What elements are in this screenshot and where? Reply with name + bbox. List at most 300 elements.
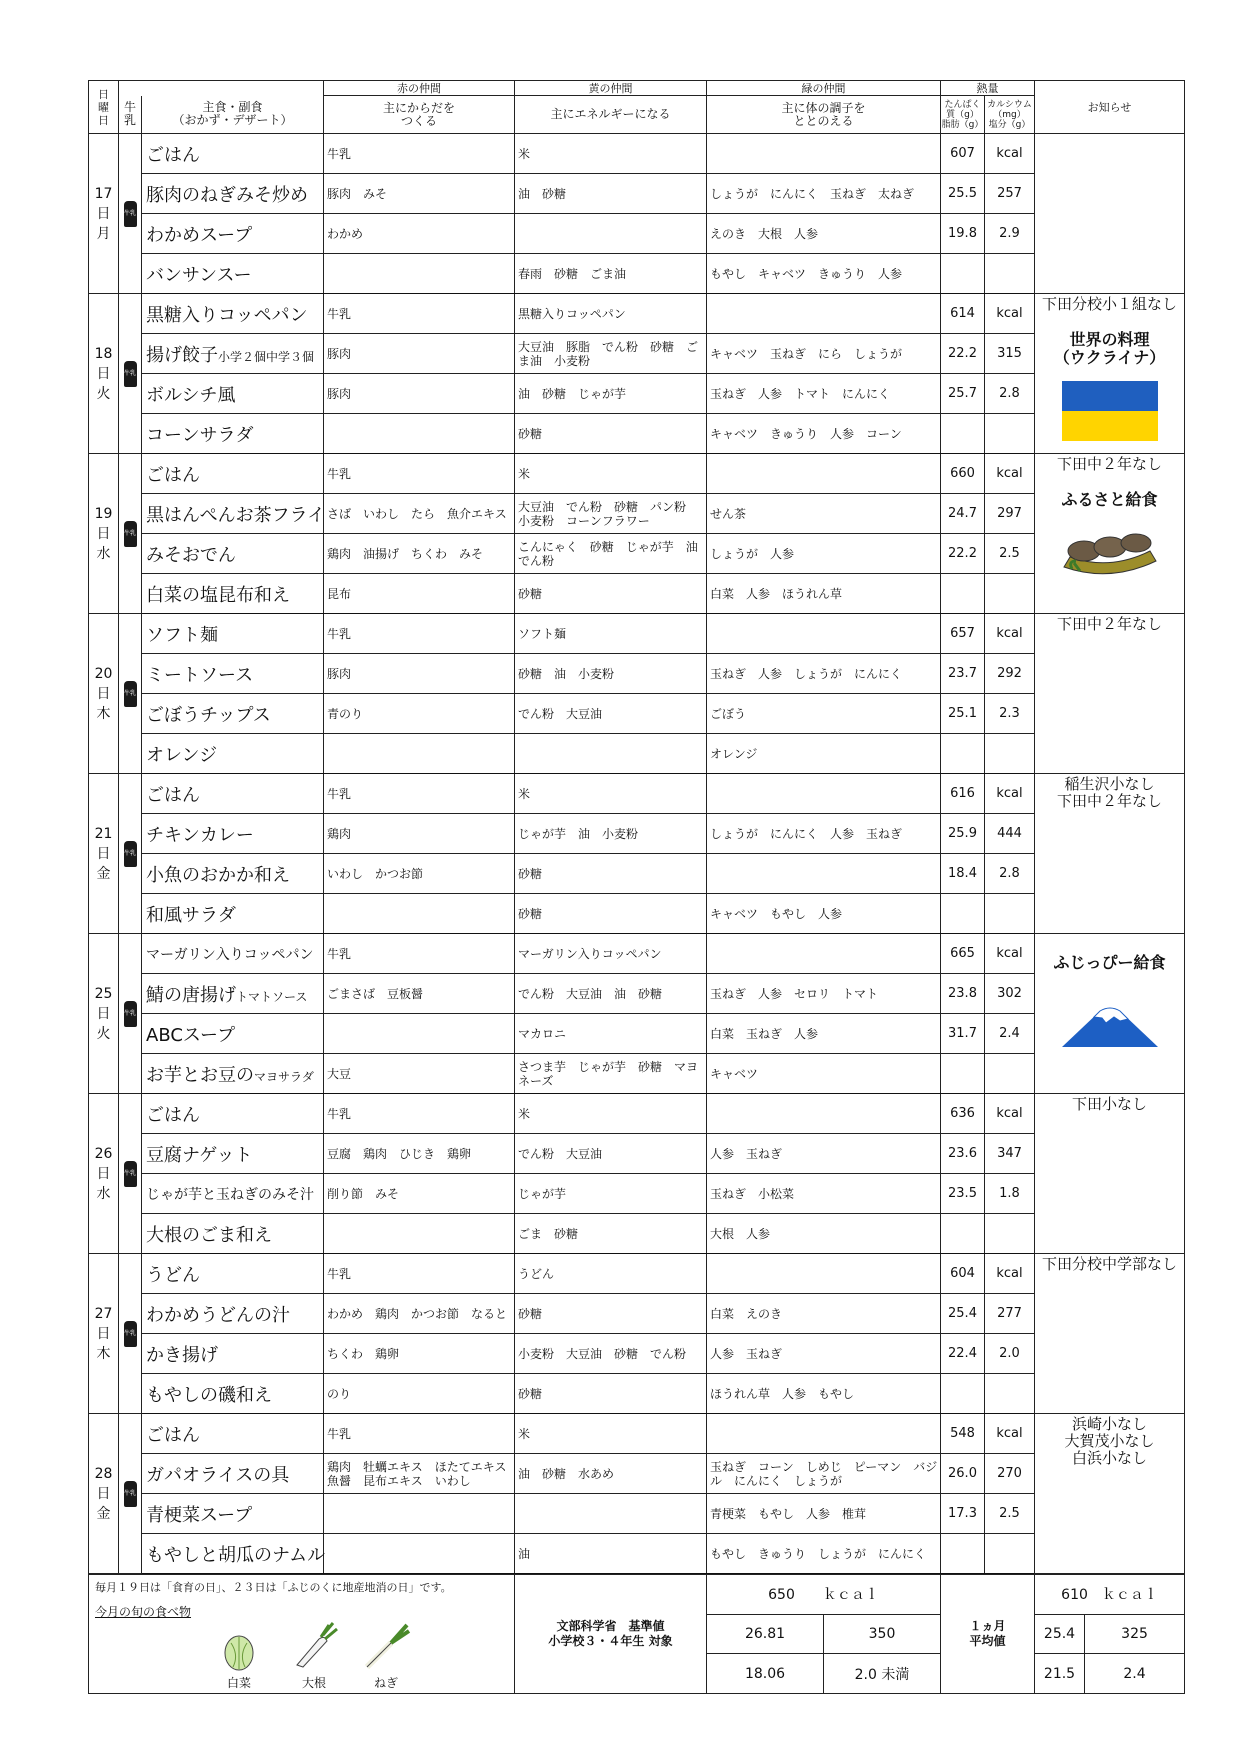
red-ingredients: 牛乳 <box>324 1414 515 1454</box>
average-protein: 25.4 <box>1035 1614 1085 1654</box>
red-ingredients <box>324 1214 515 1254</box>
calcium-salt: kcal <box>985 1414 1035 1454</box>
notice-text: 下田小なし <box>1071 1095 1147 1113</box>
yellow-ingredients: 油 砂糖 じゃが芋 <box>515 374 707 414</box>
calcium-salt: kcal <box>985 614 1035 654</box>
yellow-ingredients: 砂糖 <box>515 574 707 614</box>
green-ingredients: キャベツ <box>707 1054 941 1094</box>
green-ingredients: 人参 玉ねぎ <box>707 1134 941 1174</box>
red-ingredients: 牛乳 <box>324 294 515 334</box>
yellow-ingredients: 大豆油 豚脂 でん粉 砂糖 ごま油 小麦粉 <box>515 334 707 374</box>
average-fat: 21.5 <box>1035 1654 1085 1694</box>
milk-cell <box>119 614 142 774</box>
green-ingredients: もやし きゅうり しょうが にんにく <box>707 1534 941 1574</box>
yellow-ingredients: 砂糖 <box>515 414 707 454</box>
milk-carton-icon: 牛乳 <box>124 361 137 387</box>
green-ingredients: 玉ねぎ コーン しめじ ピーマン バジル にんにく しょうが <box>707 1454 941 1494</box>
calcium-salt <box>985 1054 1035 1094</box>
yellow-ingredients: 砂糖 <box>515 894 707 934</box>
green-ingredients: 玉ねぎ 小松菜 <box>707 1174 941 1214</box>
energy-protein-fat <box>941 1214 985 1254</box>
red-ingredients: 豚肉 <box>324 334 515 374</box>
main-dish-header: 主食・副食 （おかず・デザート） <box>142 96 324 134</box>
yellow-ingredients: こんにゃく 砂糖 じゃが芋 油 でん粉 <box>515 534 707 574</box>
red-ingredients: わかめ 鶏肉 かつお節 なると <box>324 1294 515 1334</box>
green-ingredients: 玉ねぎ 人参 トマト にんにく <box>707 374 941 414</box>
green-ingredients: しょうが 人参 <box>707 534 941 574</box>
dish-name: ガパオライスの具 <box>142 1454 324 1494</box>
menu-body <box>89 134 1185 1574</box>
red-ingredients: 牛乳 <box>324 454 515 494</box>
red-ingredients: わかめ <box>324 214 515 254</box>
green-ingredients <box>707 294 941 334</box>
table-row <box>89 294 1185 334</box>
notice-cell <box>1035 294 1185 454</box>
calcium-salt: 444 <box>985 814 1035 854</box>
date-cell: 28 日 金 <box>89 1414 119 1574</box>
green-ingredients: ほうれん草 人参 もやし <box>707 1374 941 1414</box>
dish-name: 鯖の唐揚げトマトソース <box>142 974 324 1014</box>
table-row <box>89 574 1185 614</box>
seasonal-title: 今月の旬の食べ物 <box>95 1605 192 1619</box>
notice-highlight: 世界の料理 （ウクライナ） <box>1053 330 1166 367</box>
energy-protein-fat: 604 <box>941 1254 985 1294</box>
red-ingredients: 鶏肉 油揚げ ちくわ みそ <box>324 534 515 574</box>
calcium-salt: kcal <box>985 454 1035 494</box>
milk-carton-icon: 牛乳 <box>124 841 137 867</box>
green-ingredients: 玉ねぎ 人参 セロリ トマト <box>707 974 941 1014</box>
table-row <box>89 894 1185 934</box>
table-row <box>89 1494 1185 1534</box>
milk-header: 牛乳 <box>119 96 142 134</box>
red-ingredients <box>324 414 515 454</box>
calcium-salt: 302 <box>985 974 1035 1014</box>
yellow-ingredients: じゃが芋 <box>515 1174 707 1214</box>
calcium-salt: 315 <box>985 334 1035 374</box>
table-row <box>89 614 1185 654</box>
standard-label: 文部科学省 基準値 小学校３・４年生 対象 <box>515 1575 707 1694</box>
red-group-header: 赤の仲間 <box>324 81 515 96</box>
green-ingredients: キャベツ 玉ねぎ にら しょうが <box>707 334 941 374</box>
milk-carton-icon: 牛乳 <box>124 1001 137 1027</box>
notice-cell <box>1035 934 1185 1094</box>
calcium-salt: 257 <box>985 174 1035 214</box>
green-ingredients <box>707 854 941 894</box>
green-ingredients: しょうが にんにく 玉ねぎ 太ねぎ <box>707 174 941 214</box>
dish-name: 黒糖入りコッペパン <box>142 294 324 334</box>
notice-header: お知らせ <box>1035 81 1185 134</box>
red-ingredients: 豚肉 <box>324 654 515 694</box>
green-ingredients <box>707 1094 941 1134</box>
dish-name: チキンカレー <box>142 814 324 854</box>
calcium-salt: kcal <box>985 1094 1035 1134</box>
table-row <box>89 534 1185 574</box>
energy-protein-fat: 25.7 <box>941 374 985 414</box>
leek-icon <box>361 1621 411 1671</box>
green-ingredients: オレンジ <box>707 734 941 774</box>
yellow-ingredients: 米 <box>515 134 707 174</box>
standard-protein: 26.81 <box>707 1614 824 1654</box>
yellow-ingredients: 砂糖 油 小麦粉 <box>515 654 707 694</box>
calcium-salt: 2.8 <box>985 374 1035 414</box>
green-ingredients <box>707 1414 941 1454</box>
dish-name: もやしと胡瓜のナムル <box>142 1534 324 1574</box>
notice-cell <box>1035 614 1185 774</box>
dish-name: 小魚のおかか和え <box>142 854 324 894</box>
table-row <box>89 1534 1185 1574</box>
green-ingredients: ごぼう <box>707 694 941 734</box>
menu-sheet <box>88 80 1184 1694</box>
energy-protein-fat: 22.2 <box>941 534 985 574</box>
yellow-ingredients: 米 <box>515 454 707 494</box>
yellow-ingredients: でん粉 大豆油 <box>515 1134 707 1174</box>
notice-cell <box>1035 1254 1185 1414</box>
yellow-ingredients: でん粉 大豆油 <box>515 694 707 734</box>
protein-fat-header: たんぱく質（g） 脂肪（g） <box>941 96 985 134</box>
milk-cell <box>119 774 142 934</box>
energy-protein-fat: 25.5 <box>941 174 985 214</box>
table-row <box>89 254 1185 294</box>
calcium-salt: 2.4 <box>985 1014 1035 1054</box>
yellow-ingredients: 米 <box>515 774 707 814</box>
dish-name: 和風サラダ <box>142 894 324 934</box>
table-row <box>89 1014 1185 1054</box>
yellow-ingredients <box>515 214 707 254</box>
average-calcium: 325 <box>1085 1614 1185 1654</box>
green-desc: 主に体の調子を ととのえる <box>707 96 941 134</box>
table-row <box>89 1294 1185 1334</box>
date-cell: 21 日 金 <box>89 774 119 934</box>
dish-name: かき揚げ <box>142 1334 324 1374</box>
dish-name: ごはん <box>142 454 324 494</box>
notice-text: 下田分校中学部なし <box>1041 1255 1177 1273</box>
table-row <box>89 214 1185 254</box>
notice-cell <box>1035 134 1185 294</box>
table-row <box>89 454 1185 494</box>
green-ingredients: せん茶 <box>707 494 941 534</box>
yellow-ingredients: 春雨 砂糖 ごま油 <box>515 254 707 294</box>
green-ingredients: 人参 玉ねぎ <box>707 1334 941 1374</box>
yellow-desc: 主にエネルギーになる <box>515 96 707 134</box>
table-row <box>89 1334 1185 1374</box>
table-row <box>89 334 1185 374</box>
dish-name: ごぼうチップス <box>142 694 324 734</box>
notice-text: 下田中２年なし <box>1056 455 1162 473</box>
dish-name: ごはん <box>142 1094 324 1134</box>
red-ingredients <box>324 1014 515 1054</box>
green-group-header: 緑の仲間 <box>707 81 941 96</box>
standard-fat: 18.06 <box>707 1654 824 1694</box>
yellow-ingredients: 米 <box>515 1414 707 1454</box>
yellow-ingredients: ソフト麺 <box>515 614 707 654</box>
green-ingredients: キャベツ きゅうり 人参 コーン <box>707 414 941 454</box>
average-salt: 2.4 <box>1085 1654 1185 1694</box>
veg-label: ねぎ <box>373 1676 398 1690</box>
yellow-ingredients: 砂糖 <box>515 1374 707 1414</box>
mount-fuji-icon <box>1060 994 1160 1054</box>
date-header: 日 曜 日 <box>89 81 119 134</box>
date-cell: 25 日 火 <box>89 934 119 1094</box>
milk-cell <box>119 454 142 614</box>
dish-name: ミートソース <box>142 654 324 694</box>
table-row <box>89 1134 1185 1174</box>
dish-name: もやしの磯和え <box>142 1374 324 1414</box>
energy-protein-fat <box>941 1534 985 1574</box>
date-cell: 18 日 火 <box>89 294 119 454</box>
dish-name: うどん <box>142 1254 324 1294</box>
energy-protein-fat: 25.1 <box>941 694 985 734</box>
energy-protein-fat: 22.2 <box>941 334 985 374</box>
calcium-salt: 2.0 <box>985 1334 1035 1374</box>
kuro-hanpen-fry-icon <box>1060 521 1160 581</box>
notice-text: 浜崎小なし 大賀茂小なし 白浜小なし <box>1064 1415 1155 1467</box>
yellow-ingredients: 砂糖 <box>515 1294 707 1334</box>
energy-protein-fat <box>941 734 985 774</box>
yellow-ingredients: でん粉 大豆油 油 砂糖 <box>515 974 707 1014</box>
calcium-salt: 2.8 <box>985 854 1035 894</box>
yellow-ingredients: 小麦粉 大豆油 砂糖 でん粉 <box>515 1334 707 1374</box>
standard-salt: 2.0 未満 <box>824 1654 941 1694</box>
green-ingredients: もやし キャベツ きゅうり 人参 <box>707 254 941 294</box>
energy-protein-fat: 17.3 <box>941 1494 985 1534</box>
yellow-ingredients: マーガリン入りコッペパン <box>515 934 707 974</box>
calcium-salt: 2.3 <box>985 694 1035 734</box>
red-ingredients: 鶏肉 牡蠣エキス ほたてエキス 魚醤 昆布エキス いわし <box>324 1454 515 1494</box>
dish-name: マーガリン入りコッペパン <box>142 934 324 974</box>
standard-calcium: 350 <box>824 1614 941 1654</box>
energy-protein-fat: 660 <box>941 454 985 494</box>
date-cell: 19 日 水 <box>89 454 119 614</box>
dish-name: ABCスープ <box>142 1014 324 1054</box>
dish-name: コーンサラダ <box>142 414 324 454</box>
notice-highlight: ふじっぴー給食 <box>1053 953 1166 972</box>
calcium-salt-header: カルシウム（mg） 塩分（g） <box>985 96 1035 134</box>
table-row <box>89 1214 1185 1254</box>
yellow-ingredients <box>515 734 707 774</box>
date-cell: 26 日 水 <box>89 1094 119 1254</box>
dish-name: お芋とお豆のマヨサラダ <box>142 1054 324 1094</box>
red-ingredients: いわし かつお節 <box>324 854 515 894</box>
yellow-ingredients: 油 砂糖 水あめ <box>515 1454 707 1494</box>
green-ingredients: 玉ねぎ 人参 しょうが にんにく <box>707 654 941 694</box>
milk-carton-icon: 牛乳 <box>124 681 137 707</box>
green-ingredients: キャベツ もやし 人参 <box>707 894 941 934</box>
dish-name: みそおでん <box>142 534 324 574</box>
table-row <box>89 134 1185 174</box>
green-ingredients <box>707 134 941 174</box>
energy-protein-fat: 657 <box>941 614 985 654</box>
calcium-salt: 2.9 <box>985 214 1035 254</box>
table-row <box>89 854 1185 894</box>
red-ingredients: 牛乳 <box>324 934 515 974</box>
milk-cell <box>119 294 142 454</box>
calcium-salt <box>985 1374 1035 1414</box>
energy-protein-fat: 26.0 <box>941 1454 985 1494</box>
footer-info <box>89 1575 515 1694</box>
energy-protein-fat: 548 <box>941 1414 985 1454</box>
milk-carton-icon: 牛乳 <box>124 521 137 547</box>
table-row <box>89 374 1185 414</box>
red-ingredients: 青のり <box>324 694 515 734</box>
red-ingredients: 豚肉 みそ <box>324 174 515 214</box>
dish-name: 黒はんぺんお茶フライ <box>142 494 324 534</box>
table-row <box>89 974 1185 1014</box>
notice-text: 下田分校小１組なし <box>1041 295 1177 313</box>
calcium-salt <box>985 414 1035 454</box>
red-ingredients <box>324 894 515 934</box>
notice-text: 稲生沢小なし 下田中２年なし <box>1056 775 1162 810</box>
calcium-salt: kcal <box>985 934 1035 974</box>
yellow-ingredients: さつま芋 じゃが芋 砂糖 マヨネーズ <box>515 1054 707 1094</box>
energy-protein-fat: 25.9 <box>941 814 985 854</box>
energy-protein-fat: 23.8 <box>941 974 985 1014</box>
red-ingredients <box>324 254 515 294</box>
milk-carton-icon: 牛乳 <box>124 1321 137 1347</box>
leek-item <box>361 1621 411 1691</box>
energy-protein-fat: 22.4 <box>941 1334 985 1374</box>
yellow-ingredients: 油 砂糖 <box>515 174 707 214</box>
energy-protein-fat: 25.4 <box>941 1294 985 1334</box>
average-label: １ヵ月 平均値 <box>941 1575 1035 1694</box>
energy-protein-fat: 23.6 <box>941 1134 985 1174</box>
calcium-salt <box>985 1534 1035 1574</box>
table-row <box>89 414 1185 454</box>
cabbage-item <box>219 1631 259 1691</box>
green-ingredients: 白菜 玉ねぎ 人参 <box>707 1014 941 1054</box>
yellow-ingredients: うどん <box>515 1254 707 1294</box>
dish-name: 揚げ餃子小学２個中学３個 <box>142 334 324 374</box>
yellow-ingredients: 油 <box>515 1534 707 1574</box>
dish-name: ごはん <box>142 774 324 814</box>
energy-protein-fat: 24.7 <box>941 494 985 534</box>
red-ingredients: 鶏肉 <box>324 814 515 854</box>
date-cell: 27 日 木 <box>89 1254 119 1414</box>
yellow-ingredients: 砂糖 <box>515 854 707 894</box>
table-row <box>89 1374 1185 1414</box>
notice-cell <box>1035 774 1185 934</box>
daikon-icon <box>289 1621 339 1671</box>
energy-protein-fat: 607 <box>941 134 985 174</box>
red-ingredients: 牛乳 <box>324 774 515 814</box>
energy-protein-fat <box>941 894 985 934</box>
red-ingredients: さば いわし たら 魚介エキス <box>324 494 515 534</box>
dish-name: ごはん <box>142 134 324 174</box>
red-ingredients: 豆腐 鶏肉 ひじき 鶏卵 <box>324 1134 515 1174</box>
dish-name: わかめうどんの汁 <box>142 1294 324 1334</box>
dish-name: オレンジ <box>142 734 324 774</box>
green-ingredients <box>707 1254 941 1294</box>
energy-protein-fat <box>941 254 985 294</box>
red-ingredients <box>324 1534 515 1574</box>
calcium-salt: kcal <box>985 774 1035 814</box>
table-row <box>89 814 1185 854</box>
red-ingredients: 牛乳 <box>324 134 515 174</box>
green-ingredients: えのき 大根 人参 <box>707 214 941 254</box>
yellow-ingredients: じゃが芋 油 小麦粉 <box>515 814 707 854</box>
red-desc: 主にからだを つくる <box>324 96 515 134</box>
red-ingredients: ごまさば 豆板醤 <box>324 974 515 1014</box>
yellow-ingredients: 黒糖入りコッペパン <box>515 294 707 334</box>
calcium-salt: kcal <box>985 294 1035 334</box>
average-kcal: 610 ｋｃａｌ <box>1035 1575 1185 1615</box>
milk-cell <box>119 934 142 1094</box>
table-row <box>89 774 1185 814</box>
calcium-salt <box>985 574 1035 614</box>
red-ingredients: 豚肉 <box>324 374 515 414</box>
milk-carton-icon: 牛乳 <box>124 1161 137 1187</box>
milk-cell <box>119 1094 142 1254</box>
red-ingredients <box>324 734 515 774</box>
energy-header: 熱量 <box>941 81 1035 96</box>
energy-protein-fat: 614 <box>941 294 985 334</box>
footer-table <box>88 1574 1185 1694</box>
notice-text: 下田中２年なし <box>1056 615 1162 633</box>
red-ingredients: のり <box>324 1374 515 1414</box>
green-ingredients <box>707 774 941 814</box>
notice-highlight: ふるさと給食 <box>1061 490 1158 509</box>
energy-protein-fat: 23.5 <box>941 1174 985 1214</box>
calcium-salt: 2.5 <box>985 534 1035 574</box>
green-ingredients <box>707 614 941 654</box>
yellow-ingredients: 米 <box>515 1094 707 1134</box>
red-ingredients: 牛乳 <box>324 1254 515 1294</box>
energy-protein-fat: 31.7 <box>941 1014 985 1054</box>
dish-name: 豆腐ナゲット <box>142 1134 324 1174</box>
energy-protein-fat <box>941 1374 985 1414</box>
calcium-salt: kcal <box>985 134 1035 174</box>
red-ingredients: 牛乳 <box>324 1094 515 1134</box>
calcium-salt: 297 <box>985 494 1035 534</box>
yellow-ingredients: マカロニ <box>515 1014 707 1054</box>
energy-protein-fat: 18.4 <box>941 854 985 894</box>
milk-carton-icon: 牛乳 <box>124 1481 137 1507</box>
daikon-item <box>289 1621 339 1691</box>
milk-cell <box>119 134 142 294</box>
calcium-salt: 347 <box>985 1134 1035 1174</box>
table-row <box>89 654 1185 694</box>
table-row <box>89 1254 1185 1294</box>
green-ingredients: 白菜 人参 ほうれん草 <box>707 574 941 614</box>
red-ingredients: 大豆 <box>324 1054 515 1094</box>
energy-protein-fat: 19.8 <box>941 214 985 254</box>
calcium-salt: kcal <box>985 1254 1035 1294</box>
green-ingredients <box>707 454 941 494</box>
green-ingredients: 大根 人参 <box>707 1214 941 1254</box>
red-ingredients: ちくわ 鶏卵 <box>324 1334 515 1374</box>
dish-name: ごはん <box>142 1414 324 1454</box>
table-row <box>89 734 1185 774</box>
veg-label: 白菜 <box>226 1676 251 1690</box>
yellow-ingredients: 大豆油 でん粉 砂糖 パン粉 小麦粉 コーンフラワー <box>515 494 707 534</box>
energy-protein-fat <box>941 414 985 454</box>
calcium-salt: 270 <box>985 1454 1035 1494</box>
notice-cell <box>1035 1414 1185 1574</box>
notice-cell <box>1035 454 1185 614</box>
calcium-salt: 277 <box>985 1294 1035 1334</box>
yellow-ingredients: ごま 砂糖 <box>515 1214 707 1254</box>
food-day-note: 毎月１９日は「食育の日」、２３日は「ふじのくに地産地消の日」です。 <box>95 1581 452 1594</box>
table-row <box>89 1094 1185 1134</box>
table-row <box>89 694 1185 734</box>
red-ingredients <box>324 1494 515 1534</box>
calcium-salt: 1.8 <box>985 1174 1035 1214</box>
table-row <box>89 1414 1185 1454</box>
red-ingredients: 牛乳 <box>324 614 515 654</box>
date-cell: 20 日 木 <box>89 614 119 774</box>
menu-table <box>88 80 1185 1574</box>
dish-name: わかめスープ <box>142 214 324 254</box>
green-ingredients <box>707 934 941 974</box>
